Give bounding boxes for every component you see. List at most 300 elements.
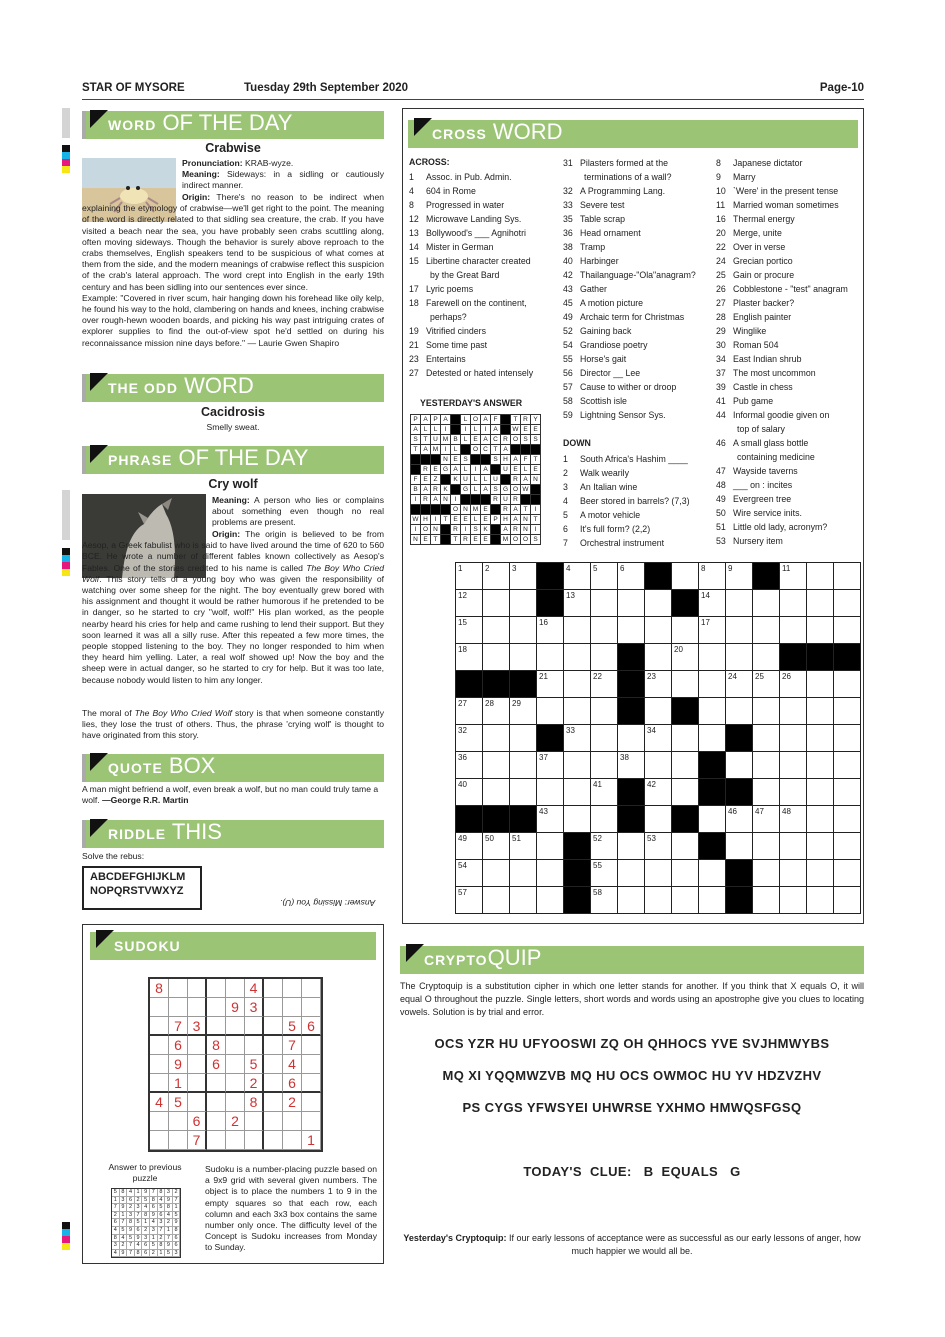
- crossword-cell[interactable]: [780, 725, 807, 752]
- crossword-cell[interactable]: [510, 833, 537, 860]
- answer-cell: R: [431, 485, 441, 495]
- sudoku-cell[interactable]: 7: [188, 1131, 207, 1150]
- crossword-cell[interactable]: [591, 887, 618, 914]
- crossword-cell[interactable]: [753, 725, 780, 752]
- prev-sudoku-cell: 1: [142, 1219, 150, 1227]
- crossword-cell[interactable]: [645, 725, 672, 752]
- crossword-cell[interactable]: [456, 563, 483, 590]
- crossword-cell[interactable]: [618, 752, 645, 779]
- sudoku-cell[interactable]: [226, 1074, 245, 1093]
- crossword-cell[interactable]: [726, 806, 753, 833]
- prev-sudoku-cell: 1: [150, 1235, 158, 1243]
- sudoku-cell[interactable]: [302, 998, 321, 1017]
- prev-sudoku-cell: 6: [158, 1212, 166, 1220]
- crossword-cell[interactable]: [510, 725, 537, 752]
- crossword-cell[interactable]: [456, 725, 483, 752]
- crossword-cell[interactable]: [483, 860, 510, 887]
- sudoku-cell[interactable]: 2: [245, 1074, 264, 1093]
- crossword-cell[interactable]: [780, 617, 807, 644]
- sudoku-cell[interactable]: [264, 1112, 283, 1131]
- crossword-cell[interactable]: [564, 617, 591, 644]
- crossword-cell[interactable]: [672, 833, 699, 860]
- crossword-cell[interactable]: [456, 833, 483, 860]
- crossword-cell[interactable]: [672, 860, 699, 887]
- crossword-cell[interactable]: [726, 698, 753, 725]
- crossword-cell[interactable]: [591, 563, 618, 590]
- crossword-cell[interactable]: [645, 698, 672, 725]
- crossword-cell[interactable]: [564, 644, 591, 671]
- sudoku-cell[interactable]: [302, 1036, 321, 1055]
- prev-sudoku-cell: 5: [150, 1242, 158, 1250]
- crossword-cell[interactable]: [618, 860, 645, 887]
- crossword-cell[interactable]: [807, 833, 834, 860]
- sudoku-cell[interactable]: [188, 1074, 207, 1093]
- sudoku-cell[interactable]: 8: [150, 979, 169, 998]
- crossword-cell[interactable]: [645, 806, 672, 833]
- crossword-cell[interactable]: [699, 590, 726, 617]
- crossword-cell[interactable]: [591, 644, 618, 671]
- clue-text: Gather: [580, 284, 607, 294]
- crossword-cell[interactable]: [807, 617, 834, 644]
- crossword-cell[interactable]: [834, 806, 861, 833]
- clue-number: 45: [563, 298, 573, 308]
- newspaper-name: STAR OF MYSORE: [82, 82, 185, 94]
- crossword-cell[interactable]: [645, 887, 672, 914]
- sudoku-cell[interactable]: [264, 1074, 283, 1093]
- crossword-cell[interactable]: [483, 887, 510, 914]
- sudoku-cell[interactable]: [207, 1093, 226, 1112]
- sudoku-cell[interactable]: [169, 1112, 188, 1131]
- crossword-block: [618, 644, 645, 671]
- crossword-cell[interactable]: [699, 725, 726, 752]
- cell-number: 38: [620, 753, 629, 762]
- cell-number: 14: [701, 591, 710, 600]
- sudoku-cell[interactable]: 5: [283, 1017, 302, 1036]
- crossword-cell[interactable]: [753, 806, 780, 833]
- crossword-cell[interactable]: [537, 860, 564, 887]
- sudoku-cell[interactable]: 2: [226, 1112, 245, 1131]
- sudoku-cell[interactable]: [169, 1131, 188, 1150]
- crossword-cell[interactable]: [564, 752, 591, 779]
- crossword-cell[interactable]: [510, 590, 537, 617]
- sudoku-cell[interactable]: 6: [302, 1017, 321, 1036]
- crossword-cell[interactable]: [510, 617, 537, 644]
- sudoku-cell[interactable]: [188, 1093, 207, 1112]
- clue-number: 44: [716, 410, 726, 420]
- crossword-cell[interactable]: [753, 644, 780, 671]
- crossword-cell[interactable]: [780, 779, 807, 806]
- crossword-cell[interactable]: [537, 833, 564, 860]
- crossword-cell[interactable]: [753, 671, 780, 698]
- crossword-cell[interactable]: [834, 752, 861, 779]
- sudoku-cell[interactable]: [169, 998, 188, 1017]
- sudoku-cell[interactable]: [150, 998, 169, 1017]
- crossword-cell[interactable]: [564, 590, 591, 617]
- sudoku-cell[interactable]: 8: [245, 1093, 264, 1112]
- sudoku-cell[interactable]: [283, 979, 302, 998]
- sudoku-cell[interactable]: [264, 1055, 283, 1074]
- crossword-cell[interactable]: [834, 725, 861, 752]
- sudoku-cell[interactable]: [302, 1055, 321, 1074]
- crossword-cell[interactable]: [618, 617, 645, 644]
- crossword-cell[interactable]: [780, 806, 807, 833]
- crossword-cell[interactable]: [483, 617, 510, 644]
- crossword-cell[interactable]: [483, 590, 510, 617]
- crossword-cell[interactable]: [834, 671, 861, 698]
- answer-cell: F: [491, 415, 501, 425]
- crossword-cell[interactable]: [456, 590, 483, 617]
- crossword-cell[interactable]: [753, 590, 780, 617]
- crossword-cell[interactable]: [699, 617, 726, 644]
- sudoku-cell[interactable]: [283, 1131, 302, 1150]
- crossword-cell[interactable]: [834, 833, 861, 860]
- sudoku-cell[interactable]: [207, 1017, 226, 1036]
- crossword-cell[interactable]: [672, 617, 699, 644]
- crossword-cell[interactable]: [699, 644, 726, 671]
- answer-cell: [481, 455, 491, 465]
- sudoku-cell[interactable]: [226, 1093, 245, 1112]
- sudoku-cell[interactable]: [188, 998, 207, 1017]
- prev-sudoku-cell: 7: [150, 1189, 158, 1197]
- sudoku-cell[interactable]: [150, 1074, 169, 1093]
- crossword-cell[interactable]: [591, 752, 618, 779]
- crossword-cell[interactable]: [834, 887, 861, 914]
- crossword-block: [672, 698, 699, 725]
- crossword-cell[interactable]: [645, 833, 672, 860]
- crossword-cell[interactable]: [807, 887, 834, 914]
- crossword-cell[interactable]: [564, 671, 591, 698]
- sudoku-cell[interactable]: [302, 1112, 321, 1131]
- clue-text: A Programming Lang.: [580, 186, 666, 196]
- sudoku-cell[interactable]: [264, 1017, 283, 1036]
- crossword-cell[interactable]: [510, 563, 537, 590]
- clue-text: Director __ Lee: [580, 368, 641, 378]
- crossword-cell[interactable]: [780, 563, 807, 590]
- crossword-cell[interactable]: [483, 698, 510, 725]
- crossword-cell[interactable]: [753, 833, 780, 860]
- crossword-cell[interactable]: [807, 590, 834, 617]
- crossword-cell[interactable]: [672, 779, 699, 806]
- sudoku-cell[interactable]: [150, 1055, 169, 1074]
- crossword-cell[interactable]: [537, 698, 564, 725]
- crossword-cell[interactable]: [807, 698, 834, 725]
- clue-text: Gain or procure: [733, 270, 795, 280]
- crossword-cell[interactable]: [564, 779, 591, 806]
- crossword-cell[interactable]: [645, 671, 672, 698]
- crossword-cell[interactable]: [537, 644, 564, 671]
- crossword-cell[interactable]: [807, 779, 834, 806]
- sudoku-cell[interactable]: 6: [188, 1112, 207, 1131]
- crossword-cell[interactable]: [618, 833, 645, 860]
- crossword-cell[interactable]: [834, 563, 861, 590]
- crossword-cell[interactable]: [483, 644, 510, 671]
- sudoku-cell[interactable]: [264, 1093, 283, 1112]
- sudoku-cell[interactable]: [150, 1131, 169, 1150]
- clue-text: terminations of a wall?: [584, 172, 672, 182]
- crossword-cell[interactable]: [591, 725, 618, 752]
- crossword-cell[interactable]: [807, 806, 834, 833]
- crossword-cell[interactable]: [780, 590, 807, 617]
- sudoku-cell[interactable]: [226, 1036, 245, 1055]
- crossword-block: [807, 644, 834, 671]
- answer-cell: E: [481, 515, 491, 525]
- clue-text: Farewell on the continent,: [426, 298, 527, 308]
- sudoku-cell[interactable]: 7: [169, 1017, 188, 1036]
- crossword-cell[interactable]: [753, 698, 780, 725]
- clue-number: 4: [563, 496, 568, 506]
- sudoku-cell[interactable]: [245, 1131, 264, 1150]
- sudoku-cell[interactable]: 5: [169, 1093, 188, 1112]
- crossword-cell[interactable]: [672, 752, 699, 779]
- crossword-cell[interactable]: [834, 617, 861, 644]
- sudoku-cell[interactable]: 4: [245, 979, 264, 998]
- clue: [716, 520, 848, 534]
- crossword-cell[interactable]: [456, 617, 483, 644]
- prev-sudoku-cell: 4: [165, 1212, 173, 1220]
- prev-sudoku-cell: 8: [165, 1204, 173, 1212]
- sudoku-cell[interactable]: [264, 1036, 283, 1055]
- crossword-cell[interactable]: [834, 779, 861, 806]
- prev-sudoku-cell: 7: [158, 1227, 166, 1235]
- crossword-cell[interactable]: [834, 860, 861, 887]
- crossword-cell[interactable]: [483, 725, 510, 752]
- sudoku-cell[interactable]: [302, 979, 321, 998]
- crossword-cell[interactable]: [483, 752, 510, 779]
- answer-cell: N: [461, 505, 471, 515]
- crossword-cell[interactable]: [780, 752, 807, 779]
- crossword-cell[interactable]: [699, 671, 726, 698]
- crossword-cell[interactable]: [645, 752, 672, 779]
- sudoku-cell[interactable]: [226, 1017, 245, 1036]
- sudoku-cell[interactable]: [264, 979, 283, 998]
- crossword-cell[interactable]: [645, 779, 672, 806]
- cell-number: 17: [701, 618, 710, 627]
- crossword-cell[interactable]: [510, 779, 537, 806]
- prev-sudoku-cell: 4: [142, 1204, 150, 1212]
- crossword-cell[interactable]: [591, 806, 618, 833]
- sudoku-cell[interactable]: [207, 1112, 226, 1131]
- crossword-cell[interactable]: [591, 833, 618, 860]
- crossword-cell[interactable]: [591, 671, 618, 698]
- crossword-cell[interactable]: [834, 698, 861, 725]
- sudoku-cell[interactable]: [283, 998, 302, 1017]
- crossword-cell[interactable]: [537, 779, 564, 806]
- crossword-cell[interactable]: [672, 563, 699, 590]
- crossword-cell[interactable]: [456, 860, 483, 887]
- crossword-cell[interactable]: [672, 671, 699, 698]
- crossword-cell[interactable]: [672, 644, 699, 671]
- crossword-cell[interactable]: [591, 590, 618, 617]
- crossword-cell[interactable]: [672, 725, 699, 752]
- crossword-cell[interactable]: [510, 752, 537, 779]
- sudoku-cell[interactable]: [245, 1036, 264, 1055]
- sudoku-cell[interactable]: [188, 979, 207, 998]
- sudoku-cell[interactable]: 4: [150, 1093, 169, 1112]
- clue-text: English painter: [733, 312, 792, 322]
- sudoku-cell[interactable]: 3: [188, 1017, 207, 1036]
- crossword-cell[interactable]: [753, 617, 780, 644]
- prev-sudoku-cell: 4: [135, 1242, 143, 1250]
- crossword-cell[interactable]: [780, 698, 807, 725]
- crossword-cell[interactable]: [618, 887, 645, 914]
- sudoku-cell[interactable]: 6: [207, 1055, 226, 1074]
- crossword-cell[interactable]: [726, 752, 753, 779]
- sudoku-cell[interactable]: [283, 1112, 302, 1131]
- crossword-cell[interactable]: [456, 698, 483, 725]
- crossword-cell[interactable]: [780, 860, 807, 887]
- clue: [563, 480, 690, 494]
- answer-cell: B: [451, 435, 461, 445]
- crossword-cell[interactable]: [564, 563, 591, 590]
- crossword-cell[interactable]: [537, 887, 564, 914]
- crossword-cell[interactable]: [726, 617, 753, 644]
- crossword-cell[interactable]: [807, 563, 834, 590]
- crossword-cell[interactable]: [780, 671, 807, 698]
- crossword-cell[interactable]: [456, 887, 483, 914]
- clue: [563, 184, 696, 198]
- crossword-cell[interactable]: [780, 833, 807, 860]
- sudoku-cell[interactable]: 1: [302, 1131, 321, 1150]
- crossword-cell[interactable]: [510, 860, 537, 887]
- sudoku-cell[interactable]: [207, 1074, 226, 1093]
- crossword-cell[interactable]: [807, 752, 834, 779]
- phrase-origin: Origin: The origin is believed to be from Aesop, a Greek fabulist who is said to have lived around the time of 620 to 560 BCE. He wrote a number of different fables known collectively as Aesop's Fables. One of the stories credited to his name is called The Boy Who Cried Wolf. This story tells of a young boy who was given the responsibility of watching over some sheep for the night. The boy eventually grew bored with his assignment and thought it would be rather humorous if he pretended to be in danger, so he started to cry "wolf, wolf!" His plan worked, as the people nearby heard his cries for help and came rushing to lend their support. But they soon learned it was all a silly ruse. After this repeated a few more times, the people stopped listening to the boy. They no longer responded to him when they heard him yelling. Later, a real wolf showed up! Now the boy and the sheep were in actual danger, so he started to cry for help. But it was too late, because nobody would listen to him any longer.: [82, 529, 385, 685]
- sudoku-cell[interactable]: 8: [207, 1036, 226, 1055]
- sudoku-cell[interactable]: [169, 979, 188, 998]
- crossword-cell[interactable]: [537, 617, 564, 644]
- prev-sudoku-cell: 5: [158, 1204, 166, 1212]
- crossword-cell[interactable]: [483, 833, 510, 860]
- crossword-cell[interactable]: [618, 563, 645, 590]
- sudoku-cell[interactable]: 6: [169, 1036, 188, 1055]
- crossword-cell[interactable]: [807, 725, 834, 752]
- sudoku-cell[interactable]: [226, 979, 245, 998]
- crossword-cell[interactable]: [483, 779, 510, 806]
- clue: [563, 352, 696, 366]
- crossword-cell[interactable]: [537, 671, 564, 698]
- sudoku-cell[interactable]: [188, 1036, 207, 1055]
- crossword-cell[interactable]: [618, 590, 645, 617]
- clue-number: 37: [716, 368, 726, 378]
- prev-sudoku-cell: 8: [142, 1212, 150, 1220]
- crossword-cell[interactable]: [753, 779, 780, 806]
- crossword-cell[interactable]: [726, 590, 753, 617]
- crossword-cell[interactable]: [537, 752, 564, 779]
- crossword-cell[interactable]: [753, 752, 780, 779]
- sudoku-cell[interactable]: [264, 998, 283, 1017]
- crossword-cell[interactable]: [564, 725, 591, 752]
- crossword-cell[interactable]: [483, 563, 510, 590]
- sudoku-cell[interactable]: 9: [169, 1055, 188, 1074]
- crossword-cell[interactable]: [618, 725, 645, 752]
- sudoku-cell[interactable]: 7: [283, 1036, 302, 1055]
- sudoku-cell[interactable]: [226, 1055, 245, 1074]
- crossword-cell[interactable]: [753, 860, 780, 887]
- cell-number: 2: [485, 564, 490, 573]
- clue: [563, 338, 696, 352]
- crossword-cell[interactable]: [456, 779, 483, 806]
- sudoku-cell[interactable]: [226, 1131, 245, 1150]
- crossword-cell[interactable]: [564, 698, 591, 725]
- crossword-cell[interactable]: [699, 860, 726, 887]
- sudoku-cell[interactable]: 6: [283, 1074, 302, 1093]
- sudoku-cell[interactable]: [188, 1055, 207, 1074]
- sudoku-cell[interactable]: [302, 1093, 321, 1112]
- crossword-cell[interactable]: [780, 887, 807, 914]
- crossword-cell[interactable]: [699, 806, 726, 833]
- crossword-cell[interactable]: [645, 590, 672, 617]
- crossword-block: [645, 563, 672, 590]
- prev-sudoku-cell: 2: [165, 1219, 173, 1227]
- crossword-cell[interactable]: [510, 644, 537, 671]
- sudoku-cell[interactable]: 2: [283, 1093, 302, 1112]
- crossword-cell[interactable]: [591, 860, 618, 887]
- answer-cell: [531, 445, 541, 455]
- answer-cell: R: [451, 525, 461, 535]
- crossword-cell[interactable]: [672, 887, 699, 914]
- answer-cell: [501, 415, 511, 425]
- crossword-cell[interactable]: [591, 698, 618, 725]
- crossword-cell[interactable]: [726, 833, 753, 860]
- crossword-cell[interactable]: [510, 698, 537, 725]
- sudoku-cell[interactable]: [245, 1017, 264, 1036]
- answer-cell: T: [521, 505, 531, 515]
- clue-number: 27: [409, 368, 419, 378]
- sudoku-cell[interactable]: [245, 1112, 264, 1131]
- crossword-cell[interactable]: [537, 806, 564, 833]
- sudoku-cell[interactable]: [150, 1036, 169, 1055]
- sudoku-cell[interactable]: 1: [169, 1074, 188, 1093]
- clue-number: 42: [563, 270, 573, 280]
- sudoku-cell[interactable]: [207, 1131, 226, 1150]
- sudoku-cell[interactable]: [150, 1017, 169, 1036]
- crossword-cell[interactable]: [834, 590, 861, 617]
- crossword-cell[interactable]: [726, 644, 753, 671]
- crossword-cell[interactable]: [726, 563, 753, 590]
- crossword-cell[interactable]: [753, 887, 780, 914]
- sudoku-cell[interactable]: 3: [245, 998, 264, 1017]
- sudoku-cell[interactable]: 9: [226, 998, 245, 1017]
- sudoku-cell[interactable]: [264, 1131, 283, 1150]
- sudoku-cell[interactable]: [207, 979, 226, 998]
- crossword-cell[interactable]: [699, 563, 726, 590]
- crossword-cell[interactable]: [645, 644, 672, 671]
- down-clues-2: [716, 156, 848, 548]
- crossword-cell[interactable]: [807, 671, 834, 698]
- crossword-cell[interactable]: [456, 752, 483, 779]
- sudoku-cell[interactable]: [207, 998, 226, 1017]
- crossword-cell[interactable]: [726, 671, 753, 698]
- clue: [716, 380, 848, 394]
- sudoku-cell[interactable]: 5: [245, 1055, 264, 1074]
- crossword-cell[interactable]: [645, 617, 672, 644]
- clue-text: Winglike: [733, 326, 767, 336]
- crossword-cell[interactable]: [456, 644, 483, 671]
- clue: [409, 198, 533, 212]
- sudoku-cell[interactable]: [150, 1112, 169, 1131]
- crossword-cell[interactable]: [510, 887, 537, 914]
- sudoku-cell[interactable]: 4: [283, 1055, 302, 1074]
- crossword-cell[interactable]: [699, 698, 726, 725]
- crossword-cell[interactable]: [645, 860, 672, 887]
- crossword-cell[interactable]: [699, 887, 726, 914]
- crossword-cell[interactable]: [591, 617, 618, 644]
- crossword-cell[interactable]: [591, 779, 618, 806]
- crossword-cell[interactable]: [564, 806, 591, 833]
- sudoku-cell[interactable]: [302, 1074, 321, 1093]
- answer-cell: B: [411, 485, 421, 495]
- crossword-cell[interactable]: [807, 860, 834, 887]
